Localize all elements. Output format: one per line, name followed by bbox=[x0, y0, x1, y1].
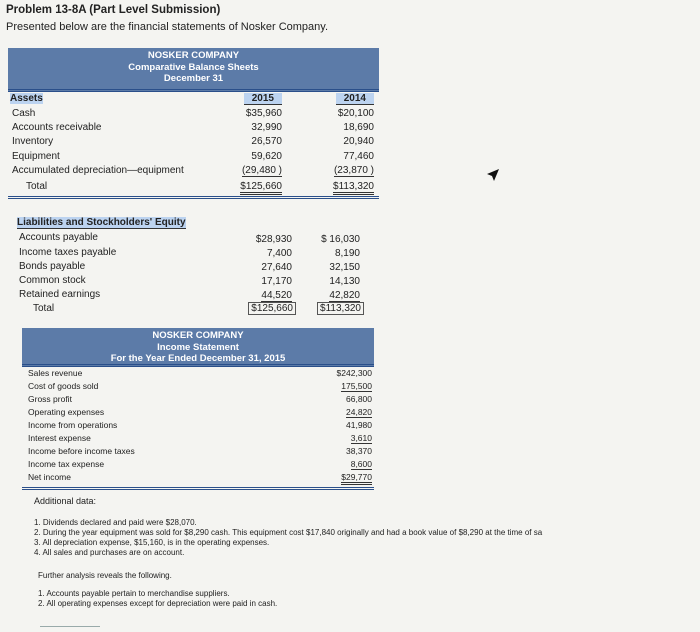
value-2015: 7,400 bbox=[266, 248, 292, 259]
row-label: Operating expenses bbox=[28, 407, 105, 417]
problem-title: Problem 13-8A (Part Level Submission) bbox=[6, 4, 221, 16]
value-2014: 20,940 bbox=[343, 136, 374, 147]
bs-company: NOSKER COMPANY bbox=[147, 50, 240, 61]
row-value: 8,600 bbox=[350, 459, 372, 469]
list-item: 4. All sales and purchases are on account. bbox=[34, 548, 185, 557]
assets-heading: Assets bbox=[10, 93, 43, 104]
col-2015-heading: 2015 bbox=[232, 92, 282, 105]
value-2015: $35,960 bbox=[245, 108, 282, 119]
value-2014: 18,690 bbox=[343, 122, 374, 133]
value-2015: 26,570 bbox=[251, 136, 282, 147]
row-value: 66,800 bbox=[346, 394, 372, 404]
col-2014-heading: 2014 bbox=[312, 92, 374, 105]
row-label: Income taxes payable bbox=[19, 247, 117, 258]
row-label: Accounts receivable bbox=[12, 122, 102, 133]
is-bottom-rule bbox=[22, 487, 374, 490]
assets-bottom-rule bbox=[8, 196, 379, 199]
value-2015: $125,660 bbox=[228, 302, 296, 315]
balance-sheet-header bbox=[8, 48, 379, 92]
is-period: For the Year Ended December 31, 2015 bbox=[110, 353, 286, 364]
row-label: Cash bbox=[12, 108, 36, 119]
liabilities-heading: Liabilities and Stockholders' Equity bbox=[17, 217, 186, 228]
value-2014: 8,190 bbox=[334, 248, 360, 259]
row-value: $29,770 bbox=[300, 472, 372, 483]
value-2015: $28,930 bbox=[255, 234, 292, 245]
further-analysis-label: Further analysis reveals the following. bbox=[38, 571, 172, 580]
row-label: Bonds payable bbox=[19, 261, 86, 272]
problem-subtitle: Presented below are the financial statements of Nosker Company. bbox=[6, 21, 329, 33]
row-label: Equipment bbox=[12, 151, 60, 162]
row-value: 3,610 bbox=[350, 433, 372, 443]
row-label: Gross profit bbox=[28, 394, 72, 404]
is-header-rule bbox=[22, 364, 374, 367]
list-item: 2. All operating expenses except for depreciation were paid in cash. bbox=[38, 599, 278, 608]
value-2015: 44,520 bbox=[261, 290, 292, 301]
row-label: Interest expense bbox=[28, 433, 91, 443]
mouse-cursor-icon bbox=[486, 168, 500, 182]
value-2014: 42,820 bbox=[329, 290, 360, 301]
row-label: Income from operations bbox=[28, 420, 118, 430]
row-value: 41,980 bbox=[346, 420, 372, 430]
row-label: Retained earnings bbox=[19, 289, 101, 300]
row-value: $242,300 bbox=[336, 368, 372, 378]
row-value: 38,370 bbox=[346, 446, 372, 456]
value-2014: 14,130 bbox=[329, 276, 360, 287]
bs-title: Comparative Balance Sheets bbox=[128, 61, 259, 73]
row-label: Income before income taxes bbox=[28, 446, 135, 456]
is-company: NOSKER COMPANY bbox=[152, 330, 244, 341]
list-item: 3. All depreciation expense, $15,160, is in the operating expenses. bbox=[34, 538, 270, 547]
row-label: Net income bbox=[28, 472, 71, 482]
value-2014: $113,320 bbox=[304, 302, 364, 315]
value-2015: 17,170 bbox=[261, 276, 292, 287]
row-label: Inventory bbox=[12, 136, 54, 147]
value-2015: 27,640 bbox=[261, 262, 292, 273]
additional-label: Additional data: bbox=[34, 496, 97, 506]
row-label: Total bbox=[26, 181, 48, 192]
value-2014: (23,870 ) bbox=[333, 165, 374, 176]
list-item: 1. Dividends declared and paid were $28,070. bbox=[34, 518, 197, 527]
row-value: 175,500 bbox=[341, 381, 372, 391]
value-2015: 59,620 bbox=[251, 151, 282, 162]
value-2014: $20,100 bbox=[337, 108, 374, 119]
income-statement-header bbox=[22, 328, 374, 366]
value-2015: (29,480 ) bbox=[241, 165, 282, 176]
list-item: 2. During the year equipment was sold for $8,290 cash. This equipment cost $17,840 originally and had a book value of $8,290 at the time of sa bbox=[34, 528, 543, 537]
is-title: Income Statement bbox=[157, 341, 239, 353]
value-2014: $ 16,030 bbox=[321, 234, 360, 245]
value-2014: 32,150 bbox=[329, 262, 360, 273]
row-label: Cost of goods sold bbox=[28, 381, 99, 391]
bs-date: December 31 bbox=[163, 73, 224, 84]
row-label: Accounts payable bbox=[19, 232, 98, 243]
row-label: Income tax expense bbox=[28, 459, 105, 469]
divider bbox=[40, 626, 100, 627]
row-value: 24,820 bbox=[346, 407, 372, 417]
row-label: Common stock bbox=[19, 275, 86, 286]
value-2014: 77,460 bbox=[343, 151, 374, 162]
row-label: Sales revenue bbox=[28, 368, 83, 378]
list-item: 1. Accounts payable pertain to merchandise suppliers. bbox=[38, 589, 230, 598]
value-2014: $113,320 bbox=[304, 180, 374, 193]
value-2015: 32,990 bbox=[251, 122, 282, 133]
row-label: Total bbox=[33, 303, 55, 314]
value-2015: $125,660 bbox=[222, 180, 282, 193]
row-label: Accumulated depreciation—equipment bbox=[12, 165, 184, 176]
